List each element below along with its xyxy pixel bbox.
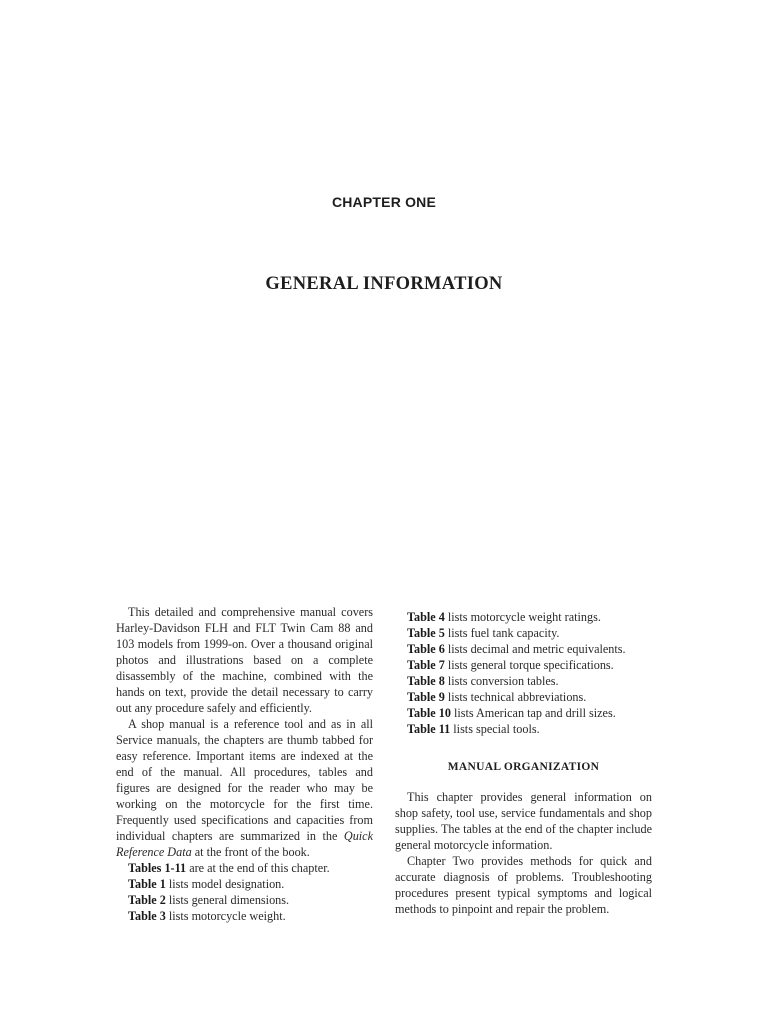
table-desc: lists conversion tables. xyxy=(444,674,559,688)
table-list-item xyxy=(395,657,652,673)
chapter-label: CHAPTER ONE xyxy=(331,194,437,210)
table-ref: Table 2 xyxy=(128,893,166,907)
table-list-item xyxy=(395,721,652,737)
intro-paragraph: This detailed and comprehensive manual covers Harley-Davidson FLH and FLT Twin Cam 88 and 103 models from 1999-on. Over a thousand original photos and illustrations based on a complete disassembly of the machine, combined with the hands on text, provide the detail necessary to carry out any procedure safely and efficiently. xyxy=(116,605,373,715)
table-list-item xyxy=(395,673,652,689)
table-ref: Table 11 xyxy=(407,722,451,736)
table-list-item xyxy=(116,908,373,924)
table-ref: Tables 1-11 xyxy=(128,861,187,875)
table-desc: lists fuel tank capacity. xyxy=(444,626,560,640)
right-column xyxy=(395,609,652,917)
section-heading-manual-organization: MANUAL ORGANIZATION xyxy=(447,761,600,773)
table-list-item xyxy=(395,641,652,657)
quick-reference-data-ref: Quick Reference Data xyxy=(116,829,373,859)
table-desc: are at the end of this chapter. xyxy=(186,861,330,875)
table-ref: Table 3 xyxy=(128,909,166,923)
table-ref: Table 7 xyxy=(407,658,445,672)
table-ref: Table 6 xyxy=(407,642,445,656)
shop-manual-text-end: at the front of the book. xyxy=(191,845,310,859)
shop-manual-text: A shop manual is a reference tool and as in all Service manuals, the chapters are thumb tabbed for easy reference. Important items are indexed at the end of the manual. All procedures, tables and figures are designed for the reader who may be working on the motorcycle for the first time. Frequently used specifications and capacities from individual chapters are summarized in the xyxy=(116,717,373,843)
table-desc: lists general torque specifications. xyxy=(444,658,614,672)
table-ref: Table 5 xyxy=(407,626,445,640)
table-desc: lists motorcycle weight ratings. xyxy=(444,610,601,624)
organization-paragraph: Chapter Two provides methods for quick and accurate diagnosis of problems. Troubleshooting procedures present typical symptoms and logical methods to pinpoint and repair the problem. xyxy=(395,854,652,916)
organization-paragraph: This chapter provides general information on shop safety, tool use, service fundamentals and shop supplies. The tables at the end of the chapter include general motorcycle information. xyxy=(395,790,652,852)
table-list-item xyxy=(395,609,652,625)
table-ref: Table 10 xyxy=(407,706,451,720)
table-list-item xyxy=(395,705,652,721)
table-desc: lists model designation. xyxy=(165,877,285,891)
table-ref: Table 4 xyxy=(407,610,445,624)
table-list-item xyxy=(116,892,373,908)
chapter-title: GENERAL INFORMATION xyxy=(265,274,503,294)
table-desc: lists decimal and metric equivalents. xyxy=(444,642,626,656)
table-desc: lists special tools. xyxy=(450,722,540,736)
table-ref: Table 9 xyxy=(407,690,445,704)
table-ref: Table 8 xyxy=(407,674,445,688)
table-list-item xyxy=(116,860,373,876)
left-column xyxy=(116,604,373,924)
shop-manual-paragraph xyxy=(116,716,373,860)
table-list-item xyxy=(395,625,652,641)
table-ref: Table 1 xyxy=(128,877,166,891)
table-desc: lists motorcycle weight. xyxy=(165,909,286,923)
table-desc: lists technical abbreviations. xyxy=(444,690,587,704)
table-desc: lists American tap and drill sizes. xyxy=(450,706,616,720)
table-list-item xyxy=(116,876,373,892)
table-list-item xyxy=(395,689,652,705)
table-desc: lists general dimensions. xyxy=(165,893,290,907)
